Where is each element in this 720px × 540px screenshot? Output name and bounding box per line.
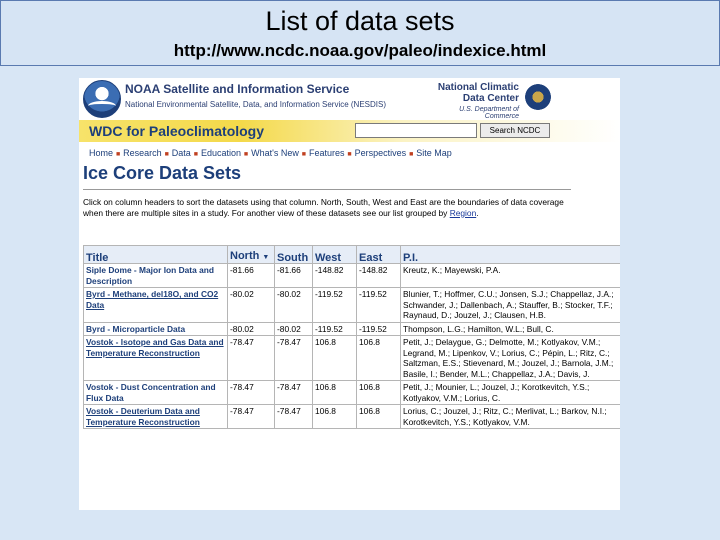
column-header-north[interactable] bbox=[228, 246, 274, 263]
nav-bullet-icon: ■ bbox=[114, 151, 123, 158]
nav-bullet-icon: ■ bbox=[162, 151, 171, 158]
cell-south bbox=[275, 288, 312, 322]
table-row bbox=[84, 381, 620, 404]
cell-west-text: -148.82 bbox=[315, 265, 344, 275]
dataset-title[interactable] bbox=[84, 288, 227, 322]
slide-url: http://www.ncdc.noaa.gov/paleo/indexice.html bbox=[173, 41, 547, 60]
service-subtitle: National Environmental Satellite, Data, and Information Service (NESDIS) bbox=[125, 100, 387, 109]
intro-text bbox=[83, 197, 573, 218]
table-row bbox=[84, 405, 620, 428]
cell-south bbox=[275, 323, 312, 336]
cell-west bbox=[313, 381, 356, 404]
webpage-screenshot bbox=[79, 78, 620, 510]
divider bbox=[83, 189, 571, 190]
dataset-title[interactable] bbox=[84, 336, 227, 380]
search-button[interactable]: Search NCDC bbox=[480, 123, 550, 138]
cell-north bbox=[228, 405, 274, 428]
center-name-line1: National Climatic bbox=[437, 82, 519, 93]
dataset-title-text: Vostok - Dust Concentration and Flux Data bbox=[86, 382, 216, 403]
cell-east-text: 106.8 bbox=[359, 406, 380, 416]
cell-pi bbox=[401, 405, 620, 428]
cell-east bbox=[357, 336, 400, 380]
cell-west-text: 106.8 bbox=[315, 406, 336, 416]
cell-pi-text: Petit, J.; Delaygue, G.; Delmotte, M.; Kotlyakov, V.M.; Legrand, M.; Lipenkov, V.; Lorius, C.; Pépin, L.; Ritz, C.; Saltzman, E.S.; Stievenard, M.; Jouzel, J.; Barnola, J.M.; Basile, I.; Bender, M.L.; Chappellaz, J.A.; Davis, J. bbox=[403, 337, 614, 379]
cell-south bbox=[275, 405, 312, 428]
cell-west-text: 106.8 bbox=[315, 337, 336, 347]
cell-pi-text: Petit, J.; Mounier, L.; Jouzel, J.; Korotkevitch, Y.S.; Kotlyakov, V.M.; Lorius, C. bbox=[403, 382, 590, 403]
cell-north bbox=[228, 381, 274, 404]
cell-west-text: -119.52 bbox=[315, 323, 343, 334]
search-input[interactable] bbox=[355, 123, 477, 138]
cell-west bbox=[313, 264, 356, 287]
ncdc-logo-text[interactable] bbox=[425, 82, 519, 120]
cell-south-text: -80.02 bbox=[277, 289, 301, 299]
nav-whats-new[interactable]: What's New bbox=[251, 148, 299, 158]
cell-north bbox=[228, 288, 274, 322]
cell-north-text: -78.47 bbox=[230, 337, 254, 347]
dataset-title[interactable] bbox=[84, 381, 227, 404]
cell-pi-text: Kreutz, K.; Mayewski, P.A. bbox=[403, 265, 501, 275]
cell-north bbox=[228, 264, 274, 287]
slide-title: List of data sets bbox=[265, 6, 455, 36]
cell-east bbox=[357, 323, 400, 336]
cell-west bbox=[313, 405, 356, 428]
cell-east-text: -119.52 bbox=[359, 323, 387, 334]
column-header-west[interactable]: West bbox=[313, 246, 356, 263]
nav-bullet-icon: ■ bbox=[345, 151, 354, 158]
column-header-title[interactable]: Title bbox=[84, 246, 227, 263]
table-row bbox=[84, 264, 620, 287]
cell-north-text: -78.47 bbox=[230, 406, 254, 416]
cell-west bbox=[313, 336, 356, 380]
wdc-title[interactable]: WDC for Paleoclimatology bbox=[89, 123, 265, 139]
noaa-logo-icon[interactable] bbox=[83, 80, 121, 118]
table-row bbox=[84, 336, 620, 380]
table-row bbox=[84, 323, 620, 336]
column-header-east[interactable]: East bbox=[357, 246, 400, 263]
department-name: U.S. Department of Commerce bbox=[459, 106, 519, 120]
top-navigation bbox=[89, 148, 452, 158]
cell-north-text: -80.02 bbox=[230, 323, 254, 334]
center-name-line2: Data Center bbox=[462, 93, 519, 104]
nav-research[interactable]: Research bbox=[123, 148, 162, 158]
region-link[interactable]: Region bbox=[449, 207, 477, 218]
cell-west bbox=[313, 288, 356, 322]
slide-title-band bbox=[0, 0, 720, 66]
nav-bullet-icon: ■ bbox=[191, 151, 200, 158]
dataset-title[interactable] bbox=[84, 323, 227, 336]
dataset-title-text: Byrd - Methane, del18O, and CO2 Data bbox=[86, 289, 219, 310]
nav-bullet-icon: ■ bbox=[299, 151, 308, 158]
cell-pi bbox=[401, 288, 620, 322]
cell-east bbox=[357, 405, 400, 428]
nav-perspectives[interactable]: Perspectives bbox=[354, 148, 407, 158]
cell-east-text: -148.82 bbox=[359, 265, 388, 275]
cell-pi-text: Blunier, T.; Hoffmer, C.U.; Jonsen, S.J.; Chappellaz, J.A.; Schwander, J.; Dallenbach, A.; Stauffer, B.; Stocker, T.F.; Raynaud, D.; Jouzel, J.; Clausen, H.B. bbox=[403, 289, 614, 320]
cell-east bbox=[357, 264, 400, 287]
nav-site-map[interactable]: Site Map bbox=[416, 148, 452, 158]
dataset-title[interactable] bbox=[84, 264, 227, 287]
cell-south bbox=[275, 264, 312, 287]
cell-south-text: -81.66 bbox=[277, 265, 301, 275]
cell-pi-text: Thompson, L.G.; Hamilton, W.L.; Bull, C. bbox=[403, 323, 554, 334]
cell-east bbox=[357, 288, 400, 322]
cell-south bbox=[275, 381, 312, 404]
cell-west-text: 106.8 bbox=[315, 382, 336, 392]
column-header-north-label: North bbox=[230, 249, 260, 262]
dataset-title-text: Byrd - Microparticle Data bbox=[86, 323, 186, 334]
dataset-title[interactable] bbox=[84, 405, 227, 428]
nav-bullet-icon: ■ bbox=[241, 151, 251, 158]
table-header-row bbox=[84, 246, 620, 263]
cell-east-text: 106.8 bbox=[359, 382, 380, 392]
cell-east-text: 106.8 bbox=[359, 337, 380, 347]
cell-north-text: -78.47 bbox=[230, 382, 254, 392]
intro-body: Click on column headers to sort the datasets using that column. North, South, West and East are the boundaries of data coverage when there are multiple sites in a study. For another view of these datasets see our list grouped by bbox=[83, 197, 564, 218]
intro-end: . bbox=[476, 207, 479, 218]
page-title: Ice Core Data Sets bbox=[83, 163, 242, 183]
cell-east-text: -119.52 bbox=[359, 289, 387, 299]
cell-north bbox=[228, 336, 274, 380]
cell-north bbox=[228, 323, 274, 336]
column-header-pi[interactable]: P.I. bbox=[401, 246, 620, 263]
cell-west bbox=[313, 323, 356, 336]
cell-west-text: -119.52 bbox=[315, 289, 343, 299]
cell-south bbox=[275, 336, 312, 380]
nav-features[interactable]: Features bbox=[308, 148, 345, 158]
dataset-title-text: Vostok - Isotope and Gas Data and Temperature Reconstruction bbox=[86, 337, 224, 358]
dataset-title-text: Siple Dome - Major Ion Data and Description bbox=[86, 265, 214, 286]
cell-north-text: -80.02 bbox=[230, 289, 254, 299]
commerce-seal-icon[interactable] bbox=[525, 84, 551, 110]
nav-data[interactable]: Data bbox=[171, 148, 191, 158]
wdc-banner bbox=[79, 120, 620, 142]
service-title: NOAA Satellite and Information Service bbox=[125, 82, 350, 96]
table-row bbox=[84, 288, 620, 322]
cell-pi-text: Lorius, C.; Jouzel, J.; Ritz, C.; Merlivat, L.; Barkov, N.I.; Korotkevitch, Y.S.; Kotlyakov, V.M. bbox=[403, 406, 607, 427]
nav-home[interactable]: Home bbox=[89, 148, 114, 158]
dataset-title-text: Vostok - Deuterium Data and Temperature Reconstruction bbox=[86, 406, 200, 427]
cell-north-text: -81.66 bbox=[230, 265, 254, 275]
datasets-table bbox=[83, 245, 620, 429]
cell-south-text: -78.47 bbox=[277, 382, 301, 392]
nav-bullet-icon: ■ bbox=[407, 151, 416, 158]
nav-education[interactable]: Education bbox=[200, 148, 241, 158]
cell-pi bbox=[401, 264, 620, 287]
cell-east bbox=[357, 381, 400, 404]
cell-south-text: -78.47 bbox=[277, 337, 301, 347]
cell-south-text: -80.02 bbox=[277, 323, 301, 334]
sort-descending-icon: ▼ bbox=[262, 253, 270, 261]
cell-pi bbox=[401, 381, 620, 404]
cell-pi bbox=[401, 323, 620, 336]
cell-pi bbox=[401, 336, 620, 380]
column-header-south[interactable]: South bbox=[275, 246, 312, 263]
cell-south-text: -78.47 bbox=[277, 406, 301, 416]
site-header bbox=[79, 78, 620, 120]
